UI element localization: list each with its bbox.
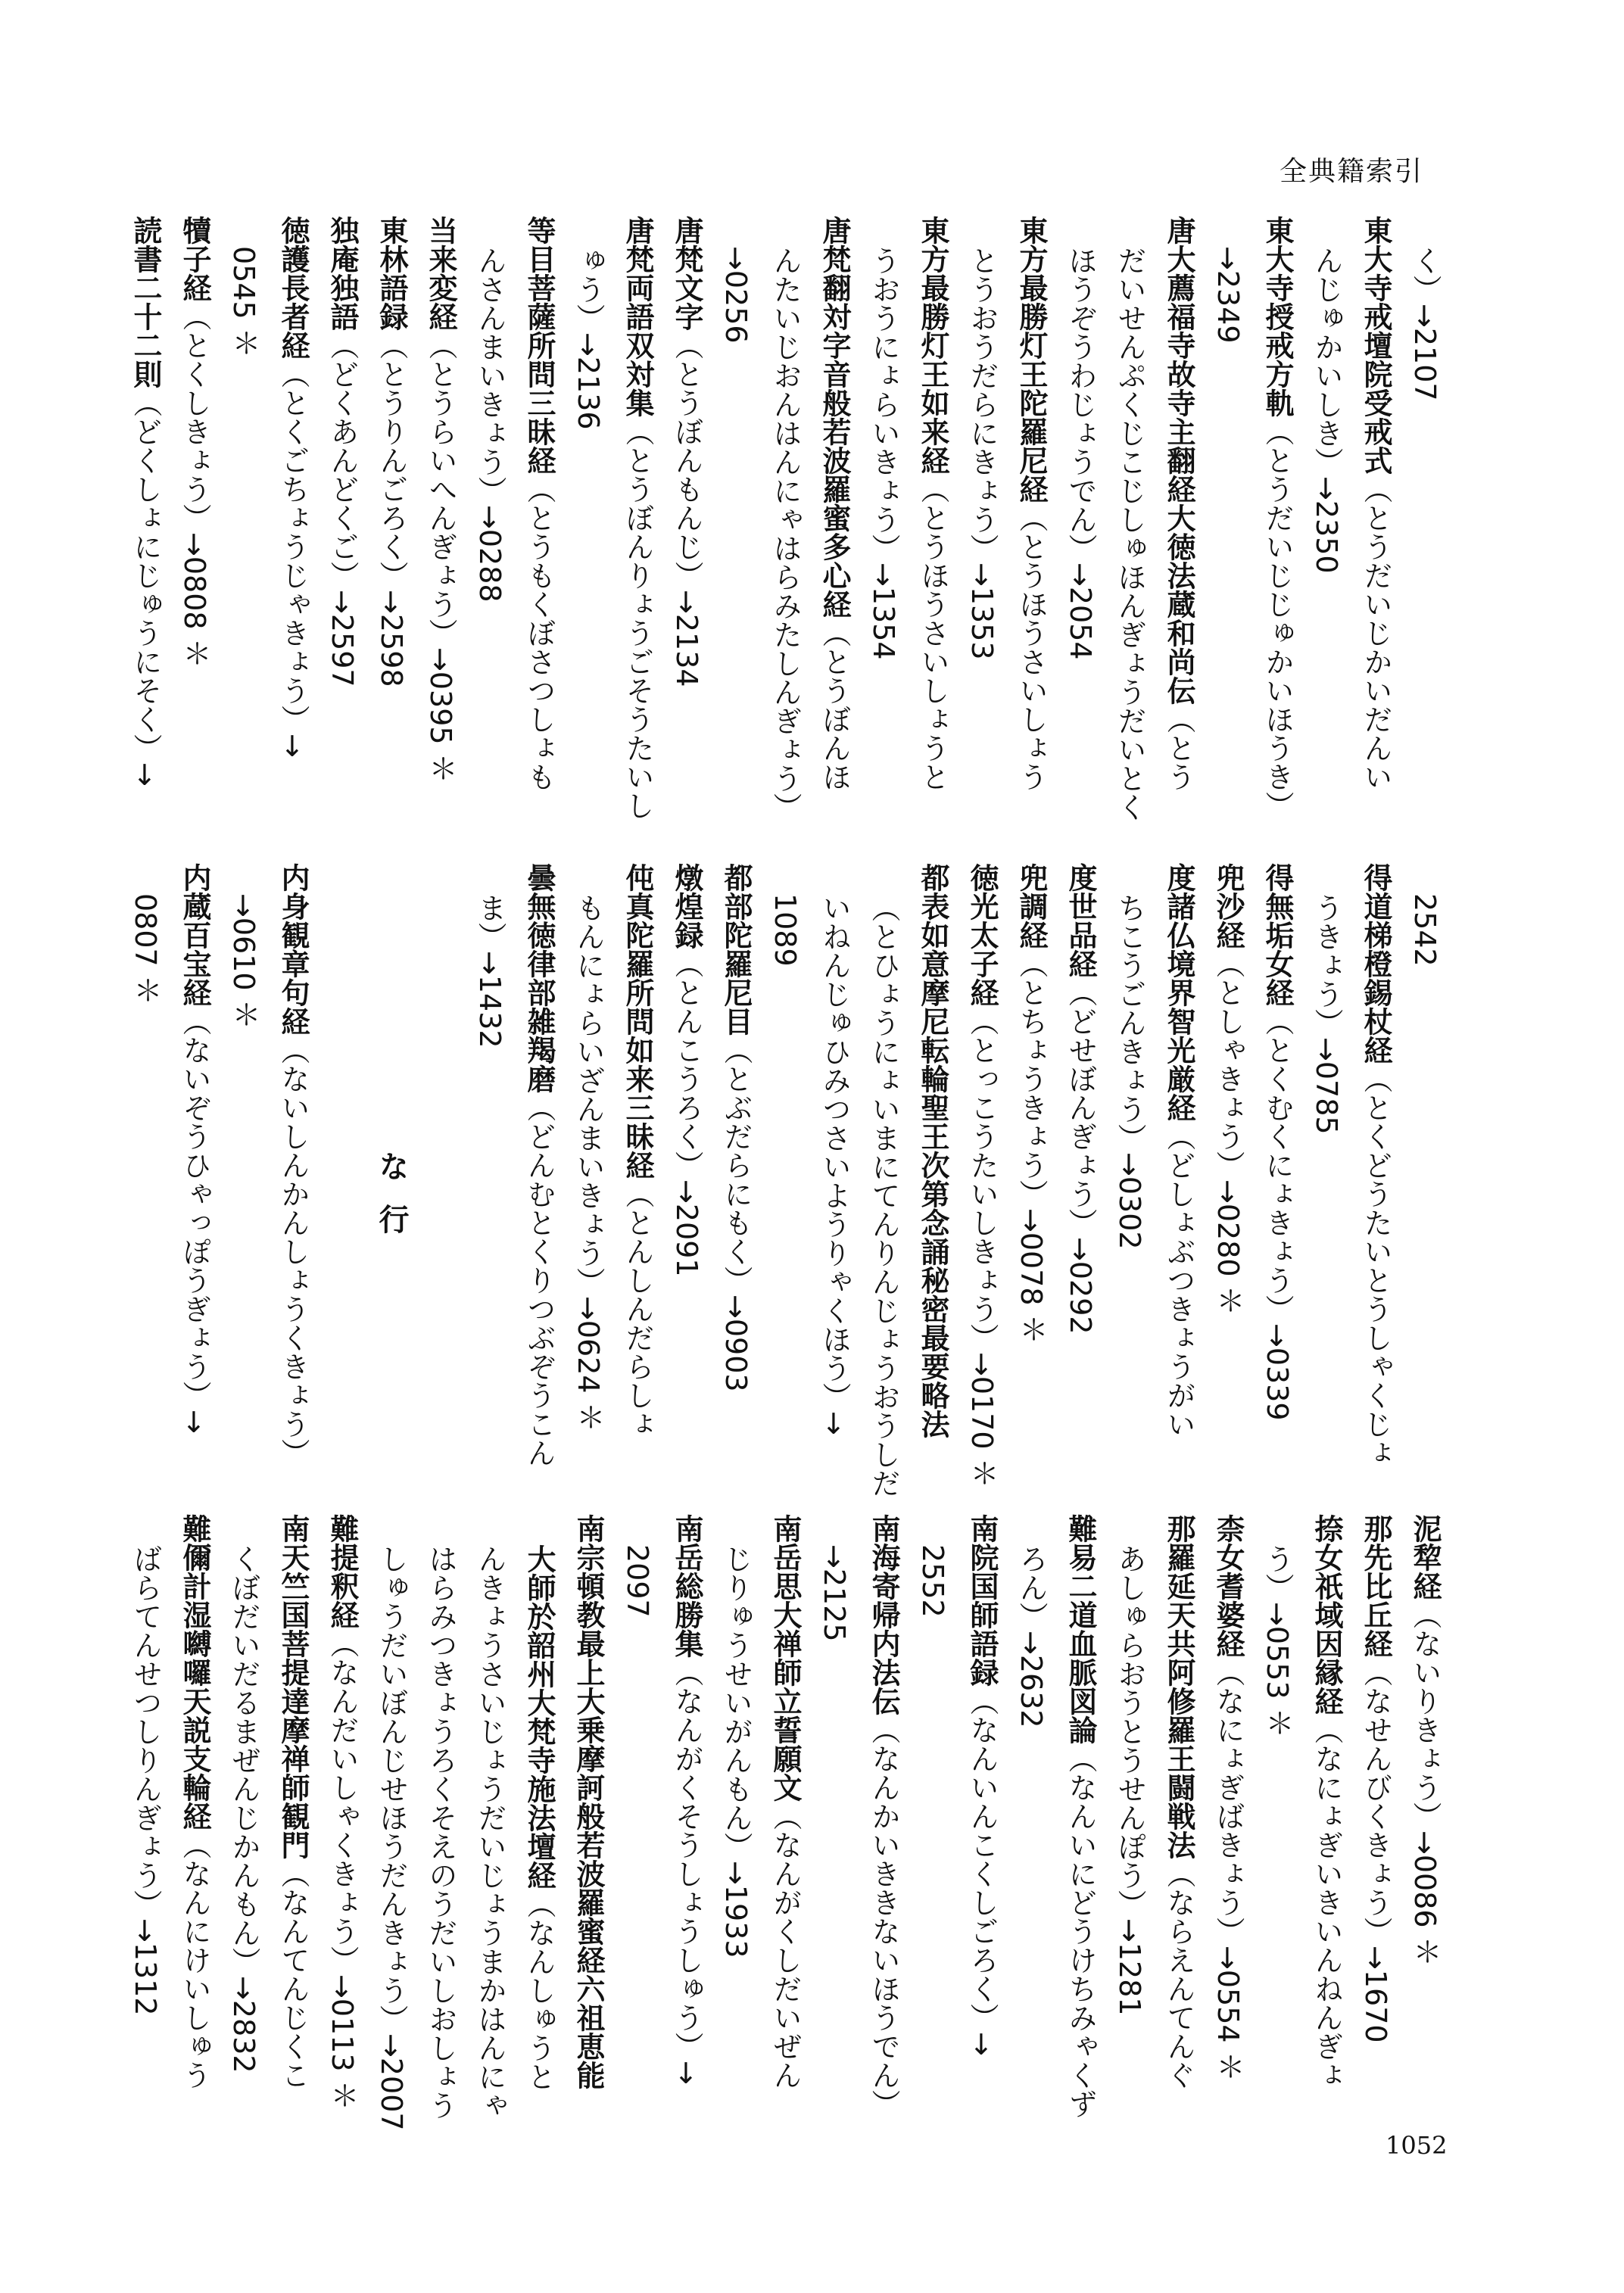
entry-reading-and-reference: （とうぼんりょうごそうたいし (621, 417, 654, 820)
index-entry-continuation (859, 863, 908, 1497)
entry-reading-and-reference: （とうぼんほ (818, 618, 851, 791)
index-entry (366, 216, 416, 837)
entry-reading-and-reference: （とうほうさいしょうと (916, 475, 949, 791)
entry-reading-and-reference: （とうもくぼさつしょも (522, 475, 556, 791)
index-entry (1351, 863, 1400, 1484)
index-entry (1351, 1514, 1400, 2135)
entry-reading-and-reference: うきょう）→0785 (1310, 893, 1343, 1135)
index-entry (1055, 1514, 1105, 2135)
index-entry (908, 216, 957, 837)
entry-reading-and-reference: （とうぼんもんじ）→2134 (670, 331, 703, 687)
entry-reading-and-reference: ま）→1432 (473, 893, 507, 1048)
entry-reading-and-reference: ほうぞうわじょうでん）→2054 (1064, 246, 1097, 660)
entry-reading-and-reference: んきょうさいじょうだいじょうまかはんにゃ (473, 1544, 507, 2120)
index-entry (859, 1514, 908, 2135)
entry-reading-and-reference: （どんむとくりつぶぞうこん (522, 1093, 556, 1467)
index-entry-continuation (957, 216, 1006, 837)
index-entry (268, 216, 317, 837)
index-entry-continuation (1105, 1514, 1154, 2135)
entry-title: 犢子経 (178, 216, 211, 302)
index-entry (268, 1514, 317, 2135)
entry-reading-and-reference: （としゃきょう）→0280 ＊ (1211, 949, 1245, 1315)
index-entry (170, 1514, 219, 2135)
index-entry (1154, 216, 1203, 837)
index-entry-continuation (1301, 216, 1351, 837)
entry-title: 東大寺戒壇院受戒式 (1359, 216, 1392, 475)
entry-reading-and-reference: （なんいにどうけちみゃくず (1064, 1744, 1097, 2118)
entry-reading-and-reference: （なんかいききないほうでん） (867, 1715, 900, 2118)
index-entry (563, 1514, 613, 2135)
entry-reading-and-reference: （なにょぎいきいんねんぎょ (1310, 1715, 1343, 2089)
entry-reading-and-reference: （とうだいじかいだんい (1359, 475, 1392, 791)
entry-reading-and-reference: うおうにょらいきょう）→1354 (867, 246, 900, 660)
entry-reading-and-reference: 1089 (768, 893, 802, 967)
entry-reading-and-reference: う）→0553 ＊ (1261, 1544, 1294, 1737)
entry-reading-and-reference: （どくしょにじゅうにそく）→ (129, 388, 162, 787)
entry-reading-and-reference: （なせんびくきょう）→1670 (1359, 1658, 1392, 2043)
index-entry (662, 1514, 711, 2135)
index-entry-continuation (1203, 216, 1252, 837)
section-heading: な行 (374, 1151, 409, 1257)
index-entry-continuation (859, 216, 908, 837)
entry-reading-and-reference: （とくむくにょきょう）→0339 (1261, 1007, 1294, 1421)
entry-reading-and-reference: はらみつきょうろくそえのうだいしおしょう (424, 1544, 457, 2120)
index-entry-continuation (613, 1514, 662, 2135)
index-entry-continuation (416, 1514, 465, 2135)
entry-reading-and-reference: （なんにけいしゅう (178, 1830, 211, 2089)
entry-title: 唐梵翻対字音般若波羅蜜多心経 (818, 216, 851, 618)
entry-title: 難儞計湿嚩囉天説支輪経 (178, 1514, 211, 1830)
entry-title: 読書二十二則 (129, 216, 162, 388)
entry-reading-and-reference: （ないぞうひゃっぽうぎょう）→ (178, 1007, 211, 1434)
entry-reading-and-reference: →0610 ＊ (227, 893, 260, 1029)
index-entry (711, 863, 760, 1484)
index-entry (416, 216, 465, 837)
entry-reading-and-reference: ちこうごんきょう）→0302 (1113, 893, 1146, 1250)
index-entry-continuation (465, 863, 514, 1484)
index-entry (1301, 1514, 1351, 2135)
entry-reading-and-reference: 0545 ＊ (227, 246, 260, 357)
entry-reading-and-reference: （とちょうきょう）→0078 ＊ (1015, 949, 1048, 1344)
entry-title: 東林語録 (375, 216, 408, 331)
entry-reading-and-reference: （とうほうさいしょう (1015, 503, 1048, 791)
index-entry (317, 216, 366, 837)
entry-reading-and-reference: んさんまいきょう）→0288 (473, 246, 507, 603)
index-entry (957, 1514, 1006, 2135)
entry-reading-and-reference: （とくどうたいとうしゃくじょ (1359, 1064, 1392, 1467)
index-entry (662, 216, 711, 837)
entry-title: 難易二道血脈図論 (1064, 1514, 1097, 1744)
index-entry (1203, 863, 1252, 1484)
index-entry-continuation (760, 216, 809, 837)
index-entry (317, 1514, 366, 2135)
index-entry (1154, 863, 1203, 1484)
entry-reading-and-reference: ろん）→2632 (1015, 1544, 1048, 1728)
entry-reading-and-reference: （なんだいしゃくきょう）→0113 ＊ (326, 1629, 359, 2110)
entry-title: 南岳総勝集 (670, 1514, 703, 1658)
entry-reading-and-reference: んたいじおんはんにゃはらみたしんぎょう） (768, 246, 802, 821)
entry-title: 捺女祇域因縁経 (1310, 1514, 1343, 1715)
index-entry-continuation (1105, 216, 1154, 837)
index-entry-continuation (908, 1514, 957, 2135)
entry-title: 度世品経 (1064, 863, 1097, 978)
entry-title: 内身観章句経 (276, 863, 310, 1036)
column-spacer (317, 863, 366, 1484)
index-entry (613, 863, 662, 1484)
entry-title: 都表如意摩尼転輪聖王次第念誦秘密最要略法 (916, 863, 949, 1438)
index-entry (908, 863, 957, 1484)
index-entry (1154, 1514, 1203, 2135)
index-entry (170, 216, 219, 837)
entry-reading-and-reference: （とうだいじじゅかいほうき） (1261, 417, 1294, 820)
entry-title: 那羅延天共阿修羅王闘戦法 (1162, 1514, 1195, 1859)
entry-title: 独庵独語 (326, 216, 359, 331)
index-entry-continuation (219, 1514, 268, 2135)
index-entry (1252, 863, 1301, 1484)
index-tier-middle (120, 863, 1449, 1497)
entry-reading-and-reference: （とくごちょうじゃきょう）→ (276, 360, 310, 758)
entry-title: 那先比丘経 (1359, 1514, 1392, 1658)
entry-reading-and-reference: （なんがくしだいぜん (768, 1802, 802, 2089)
entry-reading-and-reference: （とひょうにょいまにてんりんじょうおうしだ (867, 893, 900, 1497)
entry-title: 東方最勝灯王如来経 (916, 216, 949, 475)
entry-reading-and-reference: （とんしんだらしょ (621, 1179, 654, 1438)
entry-reading-and-reference: 2552 (916, 1544, 949, 1618)
entry-title: 唐梵文字 (670, 216, 703, 331)
entry-reading-and-reference: （ならえんてんぐ (1162, 1859, 1195, 2089)
index-entry-continuation (219, 216, 268, 837)
index-tier-bottom (120, 1514, 1449, 2135)
index-entry (514, 863, 563, 1484)
entry-title: 東大寺授戒方軌 (1261, 216, 1294, 417)
entry-title: 兜調経 (1015, 863, 1048, 949)
index-entry-continuation (1400, 863, 1449, 1484)
entry-reading-and-reference: （とうりんごろく）→2598 (375, 331, 408, 687)
entry-reading-and-reference: （とうらいへんぎょう）→0395 ＊ (424, 331, 457, 783)
entry-reading-and-reference: （なんいんこくしごろく）→ (965, 1687, 999, 2056)
index-entry-continuation (809, 1514, 859, 2135)
index-entry-continuation (219, 863, 268, 1484)
index-entry-continuation (1400, 216, 1449, 837)
entry-title: 南海寄帰内法伝 (867, 1514, 900, 1715)
entry-title: 得無垢女経 (1261, 863, 1294, 1007)
index-tier-top (120, 216, 1449, 837)
entry-reading-and-reference: →2125 (818, 1544, 851, 1642)
entry-reading-and-reference: いねんじゅひみつさいようりゃくほう）→ (818, 893, 851, 1435)
entry-reading-and-reference: く）→2107 (1408, 246, 1442, 401)
index-entry (1006, 216, 1055, 837)
entry-reading-and-reference: 2542 (1408, 893, 1442, 967)
entry-title: 都部陀羅尼目 (719, 863, 753, 1036)
entry-title: 兜沙経 (1211, 863, 1245, 949)
entry-title: 東方最勝灯王陀羅尼経 (1015, 216, 1048, 503)
index-entry (1055, 863, 1105, 1484)
index-entry (760, 1514, 809, 2135)
entry-title: 徳護長者経 (276, 216, 310, 360)
entry-reading-and-reference: （どしょぶつきょうがい (1162, 1122, 1195, 1438)
index-entry-continuation (465, 216, 514, 837)
index-entry-continuation (1301, 863, 1351, 1484)
entry-title: 柰女耆婆経 (1211, 1514, 1245, 1658)
entry-reading-and-reference: くぼだいだるまぜんじかんもん）→2832 (227, 1544, 260, 2073)
page-number: 1052 (1386, 2131, 1448, 2160)
index-entry (170, 863, 219, 1484)
entry-reading-and-reference: もんにょらいざんまいきょう）→0624 ＊ (572, 893, 605, 1432)
entry-reading-and-reference: （どくあんどくご）→2597 (326, 331, 359, 687)
index-entry-continuation (563, 863, 613, 1484)
index-entry (1006, 863, 1055, 1484)
index-entry (957, 863, 1006, 1488)
entry-title: 唐大薦福寺故寺主翻経大徳法蔵和尚伝 (1162, 216, 1195, 705)
index-entry-continuation (711, 216, 760, 837)
entry-title: 曇無徳律部雑羯磨 (522, 863, 556, 1093)
index-entry-continuation (1006, 1514, 1055, 2135)
entry-title: 得道梯橙錫杖経 (1359, 863, 1392, 1064)
index-entry-continuation (1055, 216, 1105, 837)
entry-title: 伅真陀羅所問如来三昧経 (621, 863, 654, 1179)
entry-reading-and-reference: 2097 (621, 1544, 654, 1618)
index-entry (1351, 216, 1400, 837)
entry-reading-and-reference: ゅう）→2136 (572, 246, 605, 430)
index-entry (1203, 1514, 1252, 2135)
index-entry-continuation (120, 1514, 170, 2135)
entry-reading-and-reference: →0256 (719, 246, 753, 344)
entry-title: 唐梵両語双対集 (621, 216, 654, 417)
index-entry (120, 216, 170, 837)
entry-title: 燉煌録 (670, 863, 703, 949)
index-entry (268, 863, 317, 1484)
entry-reading-and-reference: ばらてんせつしりんぎょう）→1312 (129, 1544, 162, 2016)
entry-title: 徳光太子経 (965, 863, 999, 1007)
column-spacer (416, 863, 465, 1484)
index-entry-continuation (809, 863, 859, 1484)
index-entry-continuation (366, 1514, 416, 2135)
entry-title: 内蔵百宝経 (178, 863, 211, 1007)
entry-title: 泥犂経 (1408, 1514, 1442, 1600)
entry-reading-and-reference: （ないりきょう）→0086 ＊ (1408, 1600, 1442, 1966)
entry-reading-and-reference: （ないしんかんしょうくきょう） (276, 1036, 310, 1467)
index-entry-continuation (1105, 863, 1154, 1484)
index-entry-continuation (760, 863, 809, 1484)
entry-title: 等目菩薩所問三昧経 (522, 216, 556, 475)
index-entry (1252, 216, 1301, 837)
entry-title: 南天竺国菩提達摩禅師観門 (276, 1514, 310, 1859)
index-entry (1400, 1514, 1449, 2135)
entry-reading-and-reference: （とっこうたいしきょう）→0170 ＊ (965, 1007, 999, 1488)
entry-reading-and-reference: 0807 ＊ (129, 893, 162, 1005)
entry-reading-and-reference: （とくしきょう）→0808 ＊ (178, 302, 211, 668)
index-entry (514, 1514, 563, 2135)
entry-reading-and-reference: （なんしゅうと (522, 1890, 556, 2091)
entry-reading-and-reference: （とぶだらにもく）→0903 (719, 1036, 753, 1392)
index-entry (514, 216, 563, 837)
entry-reading-and-reference: じりゅうせいがんもん）→1933 (719, 1544, 753, 1958)
index-entry-continuation (1252, 1514, 1301, 2135)
index-entry (613, 216, 662, 837)
entry-title: 大師於韶州大梵寺施法壇経 (522, 1544, 556, 1890)
entry-reading-and-reference: （どせぼんぎょう）→0292 (1064, 978, 1097, 1335)
entry-title: 南岳思大禅師立誓願文 (768, 1514, 802, 1802)
index-entry (809, 216, 859, 837)
entry-title: 南院国師語録 (965, 1514, 999, 1687)
entry-reading-and-reference: （なんがくそうしょうしゅう）→ (670, 1658, 703, 2085)
entry-title: 度諸仏境界智光厳経 (1162, 863, 1195, 1122)
entry-reading-and-reference: しゅうだいぼんじせほうだんきょう）→2007 (375, 1544, 408, 2131)
index-entry-continuation (465, 1514, 514, 2135)
entry-reading-and-reference: （とんこうろく）→2091 (670, 949, 703, 1277)
entry-reading-and-reference: →2349 (1211, 246, 1245, 344)
entry-reading-and-reference: （なにょぎばきょう）→0554 ＊ (1211, 1658, 1245, 2081)
index-entry-continuation (563, 216, 613, 837)
entry-title: 当来変経 (424, 216, 457, 331)
entry-reading-and-reference: （とう (1162, 705, 1195, 791)
entry-reading-and-reference: だいせんぷくじこじしゅほんぎょうだいとく (1113, 246, 1146, 821)
entry-title: 難提釈経 (326, 1514, 359, 1629)
entry-reading-and-reference: んじゅかいしき）→2350 (1310, 246, 1343, 574)
entry-reading-and-reference: あしゅらおうとうせんぽう）→1281 (1113, 1544, 1146, 2016)
index-entry (662, 863, 711, 1484)
index-entry-continuation (711, 1514, 760, 2135)
running-header: 全典籍索引 (1280, 156, 1424, 187)
entry-title: 南宗頓教最上大乗摩訶般若波羅蜜経六祖恵能 (572, 1514, 605, 2089)
entry-reading-and-reference: とうおうだらにきょう）→1353 (965, 246, 999, 660)
index-entry-continuation (120, 863, 170, 1484)
entry-reading-and-reference: （なんてんじくこ (276, 1859, 310, 2089)
